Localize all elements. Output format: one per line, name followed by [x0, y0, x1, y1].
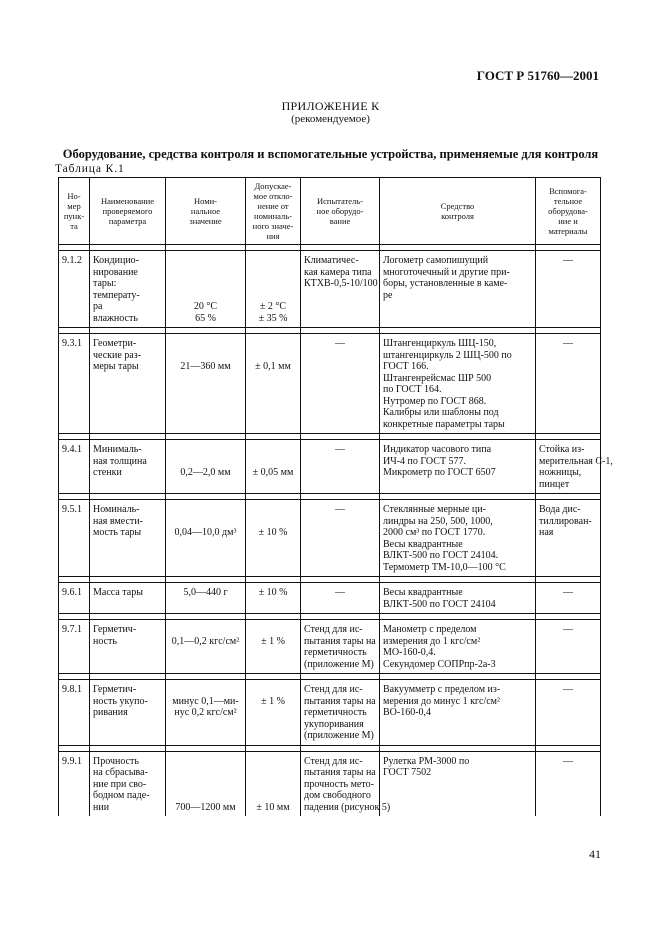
cell-line: Кондицио- [93, 255, 139, 266]
cell-tolerance [246, 680, 301, 746]
cell-line: ± 2 °С [259, 301, 287, 312]
cell-line: мое откло- [253, 191, 293, 201]
cell-line: — [335, 338, 345, 349]
cell-param [90, 334, 166, 434]
cell-line: Минималь- [93, 444, 142, 455]
cell-line: герметичность [304, 647, 367, 658]
cell-line: укупоривания [304, 718, 364, 730]
cell-nominal [166, 334, 246, 434]
cell-line: Вспомога- [549, 186, 587, 196]
cell-line: ная толщина [93, 455, 147, 467]
cell-number [59, 620, 90, 674]
cell-means [380, 583, 536, 614]
cell-line: минус 0,1—ми- [172, 695, 239, 707]
cell-aux [536, 251, 601, 328]
cell-line: номиналь- [254, 211, 292, 221]
cell-line: Нутромер по ГОСТ 868. [383, 395, 487, 407]
cell-test [301, 440, 380, 494]
table-row [59, 583, 601, 614]
cell-line: Рулетка РМ-3000 по [383, 755, 470, 767]
cell-line: Номи- [194, 196, 217, 206]
cell-line: 65 % [195, 312, 216, 324]
cell-line: Климатичес- [304, 255, 359, 266]
cell-line: 9.3.1 [62, 338, 82, 349]
cell-line: — [563, 587, 573, 598]
cell-line: Стенд для ис- [304, 624, 363, 635]
cell-line: 0,1—0,2 кгс/см² [171, 635, 240, 647]
cell-line: 700—1200 мм [175, 801, 236, 813]
cell-line: нирование [93, 266, 138, 278]
cell-tolerance [246, 500, 301, 577]
cell-line: Наименование [101, 196, 154, 206]
cell-line: ± 10 % [258, 527, 288, 538]
cell-line: ность [93, 635, 117, 647]
cell-line [169, 267, 242, 279]
cell-line: нии [93, 801, 110, 813]
cell-line: мость тары [93, 527, 142, 538]
cell-line: ного значе- [252, 221, 294, 231]
cell-nominal [166, 620, 246, 674]
cell-number [59, 440, 90, 494]
cell-aux [536, 680, 601, 746]
section-heading: Оборудование, средства контроля и вспомогательные устройства, применяемые для контроля [62, 147, 599, 161]
cell-line [169, 624, 242, 636]
cell-line: прочность мето- [304, 778, 374, 790]
cell-line: — [563, 684, 573, 695]
cell-line [249, 790, 297, 802]
cell-line: (приложение М) [304, 730, 374, 741]
cell-aux [536, 440, 613, 494]
cell-line [249, 767, 297, 779]
cell-line: — [335, 504, 345, 515]
cell-test [301, 620, 380, 674]
cell-test [301, 751, 391, 816]
cell-param [90, 620, 166, 674]
cell-line: Термометр ТМ-10,0—100 °С [383, 561, 506, 573]
cell-line [169, 444, 242, 456]
table-body [59, 245, 613, 817]
cell-line: Штангенциркуль ШЦ-150, [383, 338, 497, 349]
cell-line: Прочность [93, 755, 139, 767]
cell-line: ра [93, 301, 103, 312]
cell-line [249, 756, 297, 768]
cell-tolerance [246, 751, 301, 816]
header-auxiliary [536, 178, 601, 245]
cell-line: ная вмести- [93, 515, 143, 527]
table-row [59, 251, 601, 328]
cell-line [169, 504, 242, 516]
cell-number [59, 751, 90, 816]
cell-line: Но- [67, 191, 81, 201]
cell-nominal [166, 440, 246, 494]
cell-line [169, 790, 242, 802]
cell-line: та [70, 221, 78, 231]
cell-line: Манометр с пределом [383, 624, 477, 635]
cell-line: Индикатор часового типа [383, 444, 492, 455]
table-caption: Таблица К.1 [55, 163, 125, 175]
cell-line: Испытатель- [317, 196, 363, 206]
cell-line: Логометр самопишущий [383, 255, 489, 266]
cell-line: Стеклянные мерные ци- [383, 504, 486, 515]
cell-line: ± 0,05 мм [252, 467, 294, 478]
cell-line: 9.4.1 [62, 444, 82, 455]
cell-tolerance [246, 620, 301, 674]
cell-line: пытания тары на [304, 695, 376, 707]
cell-line: Штангенрейсмас ШР 500 [383, 372, 492, 384]
cell-line: пытания тары на [304, 767, 376, 778]
cell-line: — [563, 338, 573, 349]
cell-line [249, 267, 297, 279]
cell-number [59, 251, 90, 328]
cell-test [301, 583, 380, 614]
cell-means [380, 620, 536, 674]
cell-line: 9.7.1 [62, 624, 82, 635]
cell-line: ГОСТ 166. [383, 361, 429, 372]
table-row [59, 440, 601, 494]
cell-line: — [335, 444, 345, 455]
cell-line: ± 0,1 мм [255, 361, 291, 372]
cell-line: материалы [548, 226, 588, 236]
cell-line: ческие раз- [93, 349, 142, 361]
table-header-row [59, 178, 601, 245]
cell-test [301, 334, 380, 434]
cell-line: мерения до минус 1 кгс/см² [383, 695, 501, 707]
table-row [59, 620, 601, 674]
cell-line [169, 756, 242, 768]
header-nominal [166, 178, 246, 245]
cell-line: линдры на 250, 500, 1000, [383, 515, 493, 527]
cell-line: оборудова- [548, 206, 588, 216]
table-row [59, 334, 601, 434]
cell-tolerance [246, 251, 301, 328]
cell-line: герметичность [304, 707, 367, 718]
cell-nominal [166, 500, 246, 577]
table-row [59, 751, 601, 816]
cell-means [380, 440, 536, 494]
cell-line: КТХВ-0,5-10/100 [304, 278, 378, 289]
cell-line [169, 516, 242, 528]
document-code: ГОСТ Р 51760—2001 [476, 68, 599, 83]
cell-param [90, 680, 166, 746]
cell-line: нальное [190, 206, 221, 216]
cell-line: нус 0,2 кгс/см² [174, 707, 237, 718]
cell-line: 9.8.1 [62, 684, 82, 695]
cell-line: многоточечный и другие при- [383, 266, 510, 278]
cell-line: 9.6.1 [62, 587, 82, 598]
cell-line: тиллирован- [539, 515, 592, 527]
cell-line: 0,2—2,0 мм [180, 467, 231, 478]
cell-line [249, 338, 297, 350]
cell-line: ривания [93, 707, 128, 718]
cell-line: (приложение М) [304, 658, 374, 670]
cell-test [301, 680, 380, 746]
cell-line: Стойка из- [539, 444, 585, 455]
cell-line: дом свободного [304, 790, 371, 801]
cell-line: Герметич- [93, 624, 137, 635]
cell-line: ± 1 % [261, 635, 285, 647]
cell-line: ность укупо- [93, 695, 148, 707]
cell-param [90, 583, 166, 614]
cell-means [380, 251, 536, 328]
cell-line: измерения до 1 кгс/см² [383, 635, 481, 647]
cell-line: ± 35 % [258, 312, 288, 324]
cell-line: Стенд для ис- [304, 684, 363, 695]
cell-aux [536, 751, 601, 816]
header-tolerance [246, 178, 301, 245]
cell-line [169, 767, 242, 779]
cell-line: стенки [93, 467, 122, 478]
cell-aux [536, 620, 601, 674]
cell-line: ИЧ-4 по ГОСТ 577. [383, 455, 467, 467]
cell-line: Геометри- [93, 338, 137, 349]
cell-means [380, 500, 536, 577]
cell-param [90, 500, 166, 577]
cell-line [169, 350, 242, 362]
cell-line: Секундомер СОПРпр-2а-3 [383, 658, 496, 670]
cell-line: тары: [93, 278, 117, 289]
cell-line [169, 338, 242, 350]
cell-line [169, 255, 242, 267]
cell-line [249, 456, 297, 468]
cell-line: падения (рисунок 5) [304, 801, 391, 813]
cell-line: — [563, 255, 573, 266]
cell-line: 9.1.2 [62, 255, 82, 266]
cell-nominal [166, 583, 246, 614]
cell-line: мерительная С-1, [539, 455, 613, 467]
cell-line: — [563, 624, 573, 635]
cell-line: вание [329, 216, 351, 226]
cell-test [301, 251, 380, 328]
cell-line [249, 255, 297, 267]
cell-line: 5,0—440 г [183, 587, 228, 598]
cell-line: пинцет [539, 478, 570, 490]
cell-param [90, 751, 166, 816]
cell-tolerance [246, 440, 301, 494]
cell-line: пытания тары на [304, 635, 376, 647]
cell-line [249, 278, 297, 290]
cell-line: Вакуумметр с пределом из- [383, 684, 501, 695]
cell-means [380, 751, 536, 816]
cell-line: Весы квадрантные [383, 587, 463, 598]
cell-line: Допускае- [254, 181, 292, 191]
cell-line: 20 °С [193, 301, 218, 312]
cell-line: проверяемого [102, 206, 153, 216]
cell-line [249, 504, 297, 516]
cell-line [169, 684, 242, 696]
cell-line: 21—360 мм [180, 361, 231, 372]
cell-line: штангенциркуль 2 ШЦ-500 по [383, 349, 512, 361]
cell-line: меры тары [93, 361, 139, 372]
cell-line: ВЛКТ-500 по ГОСТ 24104 [383, 598, 496, 610]
cell-line: ная [539, 527, 554, 538]
annex-subtitle: (рекомендуемое) [291, 113, 370, 125]
cell-line: боры, установленные в каме- [383, 278, 508, 289]
table-row [59, 500, 601, 577]
cell-line: кая камера типа [304, 266, 372, 278]
cell-line: 9.5.1 [62, 504, 82, 515]
header-number [59, 178, 90, 245]
cell-line: Герметич- [93, 684, 137, 695]
cell-line: 9.9.1 [62, 755, 82, 767]
cell-line: Стенд для ис- [304, 755, 363, 767]
cell-number [59, 680, 90, 746]
cell-aux [536, 334, 601, 434]
page-number: 41 [589, 847, 601, 861]
cell-means [380, 680, 536, 746]
cell-line [169, 456, 242, 468]
cell-tolerance [246, 334, 301, 434]
cell-line: значение [189, 216, 222, 226]
cell-aux [536, 500, 601, 577]
cell-line: конкретные параметры тары [383, 418, 505, 430]
cell-param [90, 440, 166, 494]
cell-line [249, 516, 297, 528]
cell-line: ние и [558, 216, 578, 226]
cell-line: ножницы, [539, 467, 582, 478]
cell-line [249, 444, 297, 456]
cell-line: ние при сво- [93, 778, 147, 790]
cell-line: Масса тары [93, 587, 143, 598]
cell-line: тельное [553, 196, 583, 206]
cell-line: ре [383, 289, 393, 301]
cell-line: температу- [93, 289, 140, 301]
cell-line: Вода дис- [539, 504, 581, 515]
cell-line: Весы квадрантные [383, 538, 463, 550]
cell-line: по ГОСТ 164. [383, 384, 442, 395]
cell-aux [536, 583, 601, 614]
cell-line: — [335, 587, 345, 598]
cell-line [169, 290, 242, 302]
cell-line [249, 290, 297, 302]
cell-line: Средство [440, 201, 475, 211]
cell-line: ное оборудо- [316, 206, 364, 216]
header-test-equipment [301, 178, 380, 245]
cell-means [380, 334, 536, 434]
cell-number [59, 583, 90, 614]
cell-line [169, 779, 242, 791]
cell-nominal [166, 751, 246, 816]
cell-line: ВО-160-0,4 [383, 707, 432, 718]
annex-title: ПРИЛОЖЕНИЕ К [281, 99, 380, 113]
cell-tolerance [246, 583, 301, 614]
cell-line: ± 10 % [258, 587, 288, 598]
cell-line: влажность [93, 312, 138, 324]
cell-line: Номиналь- [93, 504, 140, 515]
cell-nominal [166, 680, 246, 746]
cell-line: контроля [441, 211, 474, 221]
cell-line: параметра [108, 216, 147, 226]
cell-line: на сбрасыва- [93, 767, 148, 778]
cell-line: — [563, 755, 573, 767]
cell-line: 2000 см³ по ГОСТ 1770. [383, 527, 486, 538]
cell-number [59, 500, 90, 577]
cell-line: бодном паде- [93, 790, 150, 801]
cell-line [249, 779, 297, 791]
cell-line: МО-160-0,4. [383, 647, 436, 658]
cell-line: пунк- [63, 211, 85, 221]
table-row [59, 680, 601, 746]
cell-line: ния [266, 231, 280, 241]
cell-line [169, 278, 242, 290]
cell-line: мер [67, 201, 81, 211]
cell-line: Калибры или шаблоны под [383, 407, 499, 418]
cell-line: 0,04—10,0 дм³ [174, 527, 237, 538]
cell-line: Микрометр по ГОСТ 6507 [383, 467, 496, 478]
cell-line: ВЛКТ-500 по ГОСТ 24104. [383, 550, 499, 561]
header-control-means [380, 178, 536, 245]
cell-line: ГОСТ 7502 [383, 767, 432, 778]
cell-line [249, 350, 297, 362]
cell-line [249, 684, 297, 696]
equipment-table [58, 177, 613, 816]
cell-test [301, 500, 380, 577]
cell-line: нение от [257, 201, 289, 211]
cell-line: ± 1 % [261, 695, 285, 707]
header-param [90, 178, 166, 245]
cell-line: ± 10 мм [256, 801, 290, 813]
cell-nominal [166, 251, 246, 328]
cell-line [249, 624, 297, 636]
cell-param [90, 251, 166, 328]
cell-number [59, 334, 90, 434]
